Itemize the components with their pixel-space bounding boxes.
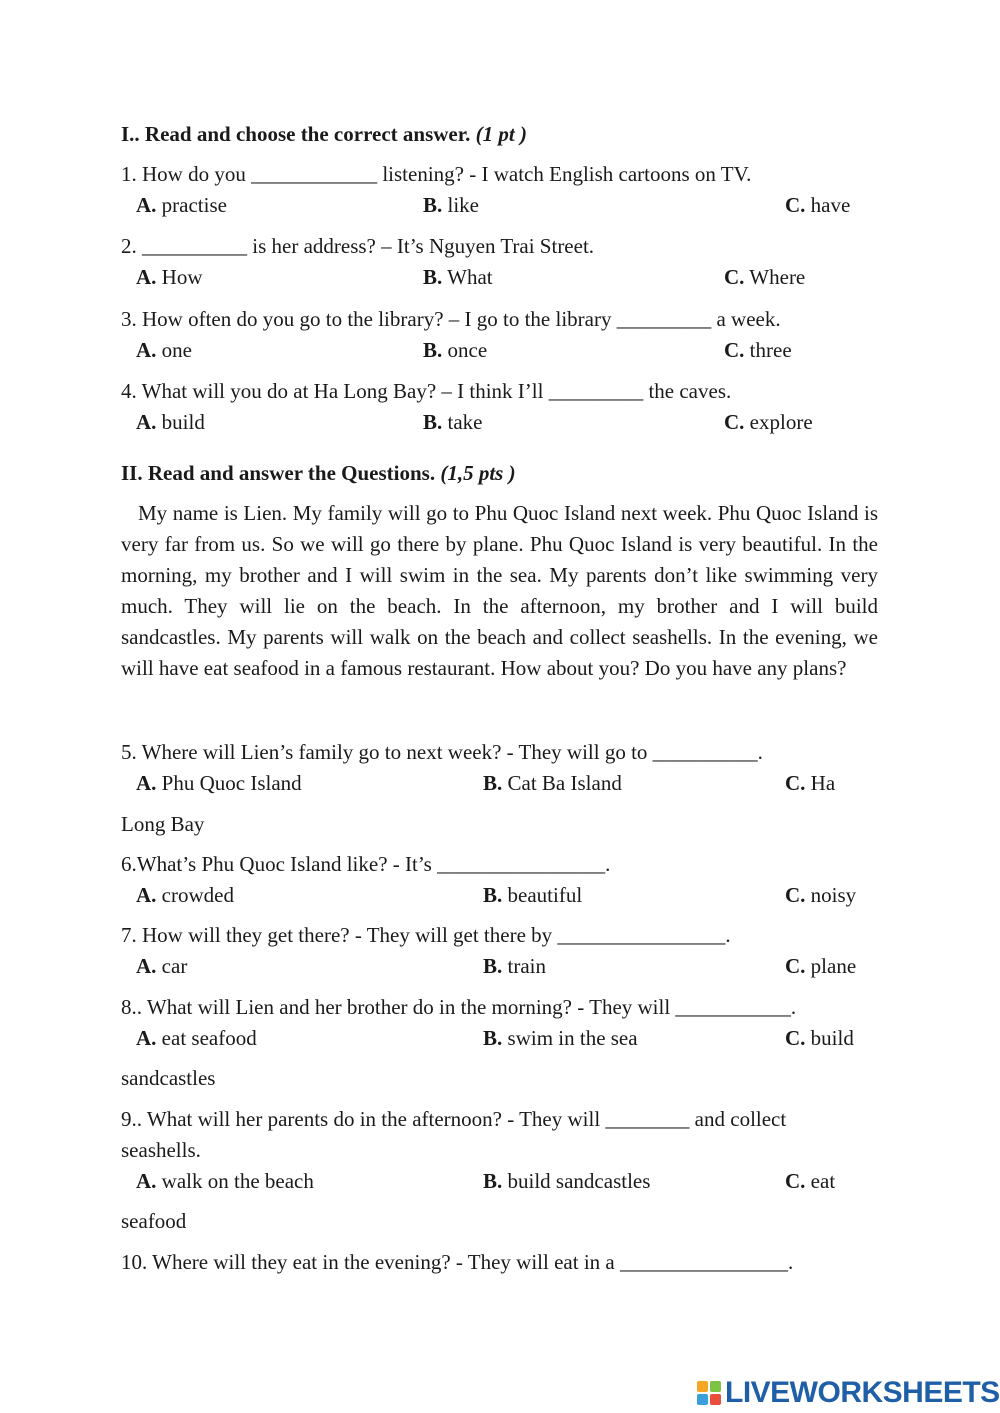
q6-option-c[interactable]: C. noisy: [785, 883, 857, 907]
question-8: 8.. What will Lien and her brother do in the morning? - They will ___________.: [121, 995, 797, 1019]
q8-option-c-continued: sandcastles: [121, 1066, 216, 1090]
question-5: 5. Where will Lien’s family go to next week? - They will go to __________.: [121, 740, 763, 764]
section-1-title: I.. Read and choose the correct answer.: [121, 122, 471, 146]
q4-option-c[interactable]: C. explore: [724, 410, 813, 434]
q9-option-c[interactable]: C. eat: [785, 1169, 836, 1193]
q7-option-a[interactable]: A. car: [136, 954, 188, 978]
q1-option-b[interactable]: B. like: [423, 193, 480, 217]
liveworksheets-logo: [697, 1377, 1000, 1409]
question-9-continued: seashells.: [121, 1138, 201, 1162]
q3-option-b[interactable]: B. once: [423, 338, 488, 362]
q3-option-c[interactable]: C. three: [724, 338, 792, 362]
section-2-header: [121, 461, 516, 486]
q5-option-a[interactable]: A. Phu Quoc Island: [136, 771, 302, 795]
q2-option-c[interactable]: C. Where: [724, 265, 806, 289]
q8-option-c[interactable]: C. build: [785, 1026, 854, 1050]
question-9: 9.. What will her parents do in the afternoon? - They will ________ and collect: [121, 1107, 787, 1131]
q4-option-b[interactable]: B. take: [423, 410, 483, 434]
question-7: 7. How will they get there? - They will get there by ________________.: [121, 923, 731, 947]
question-10: 10. Where will they eat in the evening? - They will eat in a ________________.: [121, 1250, 794, 1274]
question-1: 1. How do you ____________ listening? - I watch English cartoons on TV.: [121, 162, 752, 186]
q9-option-a[interactable]: A. walk on the beach: [136, 1169, 314, 1193]
section-2-title: II. Read and answer the Questions.: [121, 461, 436, 485]
q7-option-c[interactable]: C. plane: [785, 954, 857, 978]
reading-passage: My name is Lien. My family will go to Phu Quoc Island next week. Phu Quoc Island is very far from us. So we will go there by plane. Phu Quoc Island is very beautiful. In the morning, my brother and I will swim in the sea. My parents don’t like swimming very much. They will lie on the beach. In the afternoon, my brother and I will build sandcastles. My parents will walk on the beach and collect seashells. In the evening, we will have eat seafood in a famous restaurant. How about you? Do you have any plans?: [121, 501, 878, 681]
q6-option-a[interactable]: A. crowded: [136, 883, 234, 907]
section-1-points: (1 pt ): [475, 122, 527, 146]
q8-option-b[interactable]: B. swim in the sea: [483, 1026, 638, 1050]
q4-option-a[interactable]: A. build: [136, 410, 205, 434]
section-2-points: (1,5 pts ): [440, 461, 516, 485]
question-4: 4. What will you do at Ha Long Bay? – I think I’ll _________ the caves.: [121, 379, 732, 403]
q6-option-b[interactable]: B. beautiful: [483, 883, 583, 907]
q5-option-c[interactable]: C. Ha: [785, 771, 836, 795]
section-1-header: [121, 122, 527, 147]
logo-mark-icon: [697, 1381, 721, 1405]
q1-option-a[interactable]: A. practise: [136, 193, 227, 217]
q2-option-b[interactable]: B. What: [423, 265, 493, 289]
q3-option-a[interactable]: A. one: [136, 338, 192, 362]
q7-option-b[interactable]: B. train: [483, 954, 546, 978]
q1-option-c[interactable]: C. have: [785, 193, 851, 217]
question-3: 3. How often do you go to the library? – I go to the library _________ a week.: [121, 307, 781, 331]
q9-option-b[interactable]: B. build sandcastles: [483, 1169, 651, 1193]
q9-option-c-continued: seafood: [121, 1209, 187, 1233]
q8-option-a[interactable]: A. eat seafood: [136, 1026, 257, 1050]
q5-option-b[interactable]: B. Cat Ba Island: [483, 771, 622, 795]
q5-option-c-continued: Long Bay: [121, 812, 205, 836]
logo-text: LIVEWORKSHEETS: [725, 1376, 1000, 1409]
question-6: 6.What’s Phu Quoc Island like? - It’s ________________.: [121, 852, 611, 876]
question-2: 2. __________ is her address? – It’s Nguyen Trai Street.: [121, 234, 595, 258]
q2-option-a[interactable]: A. How: [136, 265, 203, 289]
